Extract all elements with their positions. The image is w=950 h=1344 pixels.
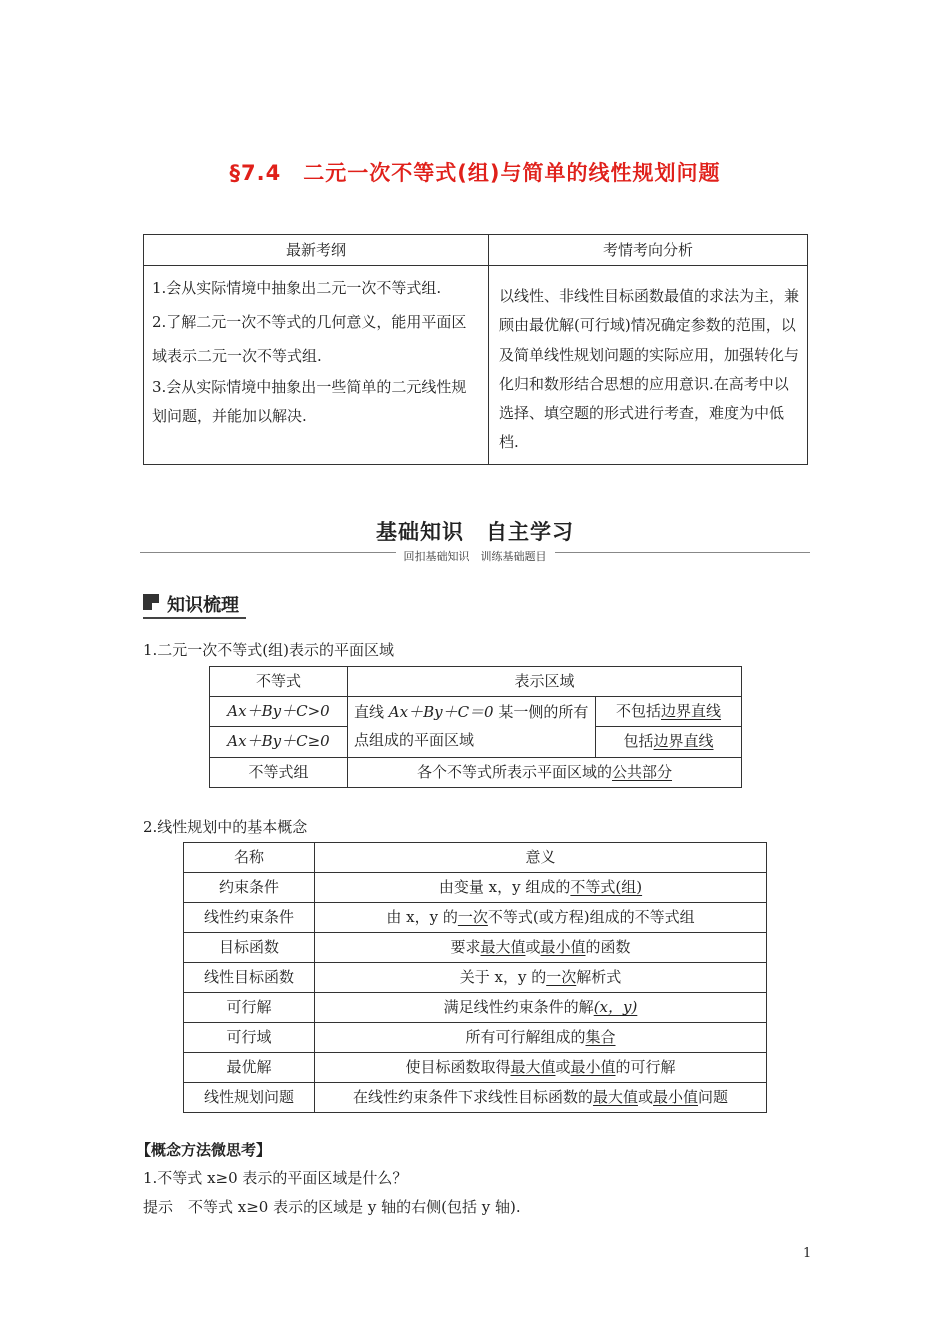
meaning-text: 使目标函数取得	[405, 1058, 511, 1076]
region-row2-area	[596, 727, 742, 757]
knowledge-label: 知识梳理	[167, 595, 239, 616]
concept-col-header-name: 名称	[184, 843, 315, 873]
meaning-text: 解析式	[576, 968, 622, 986]
outline-item-2: 2.了解二元一次不等式的几何意义，能用平面区域表示二元一次不等式组.	[152, 312, 467, 365]
meaning-text: 的函数	[585, 938, 631, 956]
meaning-text: 由变量 x，y 组成的	[438, 878, 571, 896]
meaning-text: 满足线性约束条件的解	[443, 998, 594, 1016]
square-bullet-icon	[143, 594, 159, 610]
concept-name: 线性目标函数	[184, 963, 315, 993]
concept-table	[183, 842, 767, 1113]
region-row1-ineq: Ax＋By＋C>0	[210, 697, 348, 727]
meaning-key: 一次	[546, 968, 577, 986]
meaning-text: 或	[555, 1058, 571, 1076]
outline-item-3: 3.会从实际情境中抽象出一些简单的二元线性规划问题，并能加以解决.	[152, 378, 467, 425]
meaning-text: 关于 x，y 的	[459, 968, 547, 986]
row3-area-ul: 公共部分	[612, 762, 673, 781]
table-row	[184, 963, 767, 993]
meaning-key: 集合	[585, 1028, 616, 1046]
think-question-1: 1.不等式 x≥0 表示的平面区域是什么？	[143, 1169, 408, 1187]
think-answer-1: 提示 不等式 x≥0 表示的区域是 y 轴的右侧(包括 y 轴).	[143, 1198, 521, 1216]
meaning-key: 一次	[457, 908, 488, 926]
concept-meaning	[315, 1083, 767, 1113]
region-table	[209, 666, 742, 788]
meaning-key: 最小值	[540, 938, 586, 956]
region-row2-ineq: Ax＋By＋C≥0	[210, 727, 348, 757]
page-title: §7.4 二元一次不等式(组)与简单的线性规划问题	[229, 161, 721, 185]
concept-name: 约束条件	[184, 873, 315, 903]
concept-meaning	[315, 963, 767, 993]
meaning-text: 在线性约束条件下求线性目标函数的	[352, 1088, 593, 1106]
meaning-key: 最大值	[480, 938, 526, 956]
meaning-key: 最小值	[570, 1058, 616, 1076]
concept-name: 线性约束条件	[184, 903, 315, 933]
section-heading: 基础知识 自主学习	[376, 520, 574, 544]
part1-heading: 1.二元一次不等式(组)表示的平面区域	[143, 641, 395, 659]
region-merged-desc	[348, 697, 596, 758]
meaning-key: 不等式(组)	[570, 878, 643, 896]
page-number: 1	[803, 1246, 812, 1261]
region-col-header-ineq: 不等式	[210, 667, 348, 697]
meaning-text: 不等式(或方程)组成的不等式组	[487, 908, 695, 926]
meaning-text: 要求	[450, 938, 481, 956]
meaning-text: 所有可行解组成的	[465, 1028, 586, 1046]
region-col-header-area: 表示区域	[348, 667, 742, 697]
outline-item-1: 1.会从实际情境中抽象出二元一次不等式组.	[152, 279, 442, 297]
knowledge-underline	[143, 617, 246, 619]
meaning-key: 最大值	[592, 1088, 638, 1106]
table-row	[184, 1023, 767, 1053]
region-row3-label: 不等式组	[210, 757, 348, 787]
concept-name: 最优解	[184, 1053, 315, 1083]
concept-name: 可行域	[184, 1023, 315, 1053]
row1-area-pre: 不包括	[615, 702, 661, 721]
meaning-key: 最大值	[510, 1058, 556, 1076]
merged-suffix: 某一侧的所有点组成的平面区域	[354, 703, 589, 749]
merged-expr: Ax＋By＋C＝0	[388, 703, 494, 721]
table-row	[184, 993, 767, 1023]
row2-area-ul: 边界直线	[653, 732, 714, 751]
region-row1-area	[596, 697, 742, 727]
table-row	[184, 1053, 767, 1083]
section-subheading: 回扣基础知识 训练基础题目	[396, 550, 555, 563]
concept-meaning	[315, 1053, 767, 1083]
part2-heading: 2.线性规划中的基本概念	[143, 818, 308, 836]
concept-meaning	[315, 1023, 767, 1053]
row1-area-ul: 边界直线	[661, 702, 722, 721]
table-row	[184, 1083, 767, 1113]
concept-name: 可行解	[184, 993, 315, 1023]
concept-meaning	[315, 903, 767, 933]
concept-col-header-meaning: 意义	[315, 843, 767, 873]
region-row3-area	[348, 757, 742, 787]
merged-prefix: 直线	[354, 703, 389, 721]
row2-area-pre: 包括	[623, 732, 654, 751]
outline-analysis-text: 以线性、非线性目标函数最值的求法为主，兼顾由最优解(可行域)情况确定参数的范围，以及简单线性规划问题的实际应用，加强转化与化归和数形结合思想的应用意识.在高考中以选择、填空题的形式进行考查，难度为中低档.	[489, 266, 808, 465]
outline-header-left: 最新考纲	[144, 235, 489, 266]
meaning-text: 问题	[698, 1088, 729, 1106]
meaning-text: 的可行解	[615, 1058, 676, 1076]
outline-header-right: 考情考向分析	[489, 235, 808, 266]
concept-name: 线性规划问题	[184, 1083, 315, 1113]
row3-area-pre: 各个不等式所表示平面区域的	[416, 762, 612, 781]
meaning-text: 或	[525, 938, 541, 956]
table-row	[184, 933, 767, 963]
concept-meaning	[315, 873, 767, 903]
table-row	[184, 903, 767, 933]
section-subheading-wrap	[0, 545, 950, 564]
meaning-key: (x，y)	[593, 998, 638, 1016]
concept-meaning	[315, 933, 767, 963]
think-heading: 【概念方法微思考】	[136, 1141, 272, 1159]
table-row	[184, 873, 767, 903]
meaning-key: 最小值	[653, 1088, 699, 1106]
concept-name: 目标函数	[184, 933, 315, 963]
outline-left-cell	[144, 266, 489, 465]
meaning-text: 或	[637, 1088, 653, 1106]
meaning-text: 由 x，y 的	[386, 908, 458, 926]
concept-meaning	[315, 993, 767, 1023]
outline-table	[143, 234, 808, 465]
